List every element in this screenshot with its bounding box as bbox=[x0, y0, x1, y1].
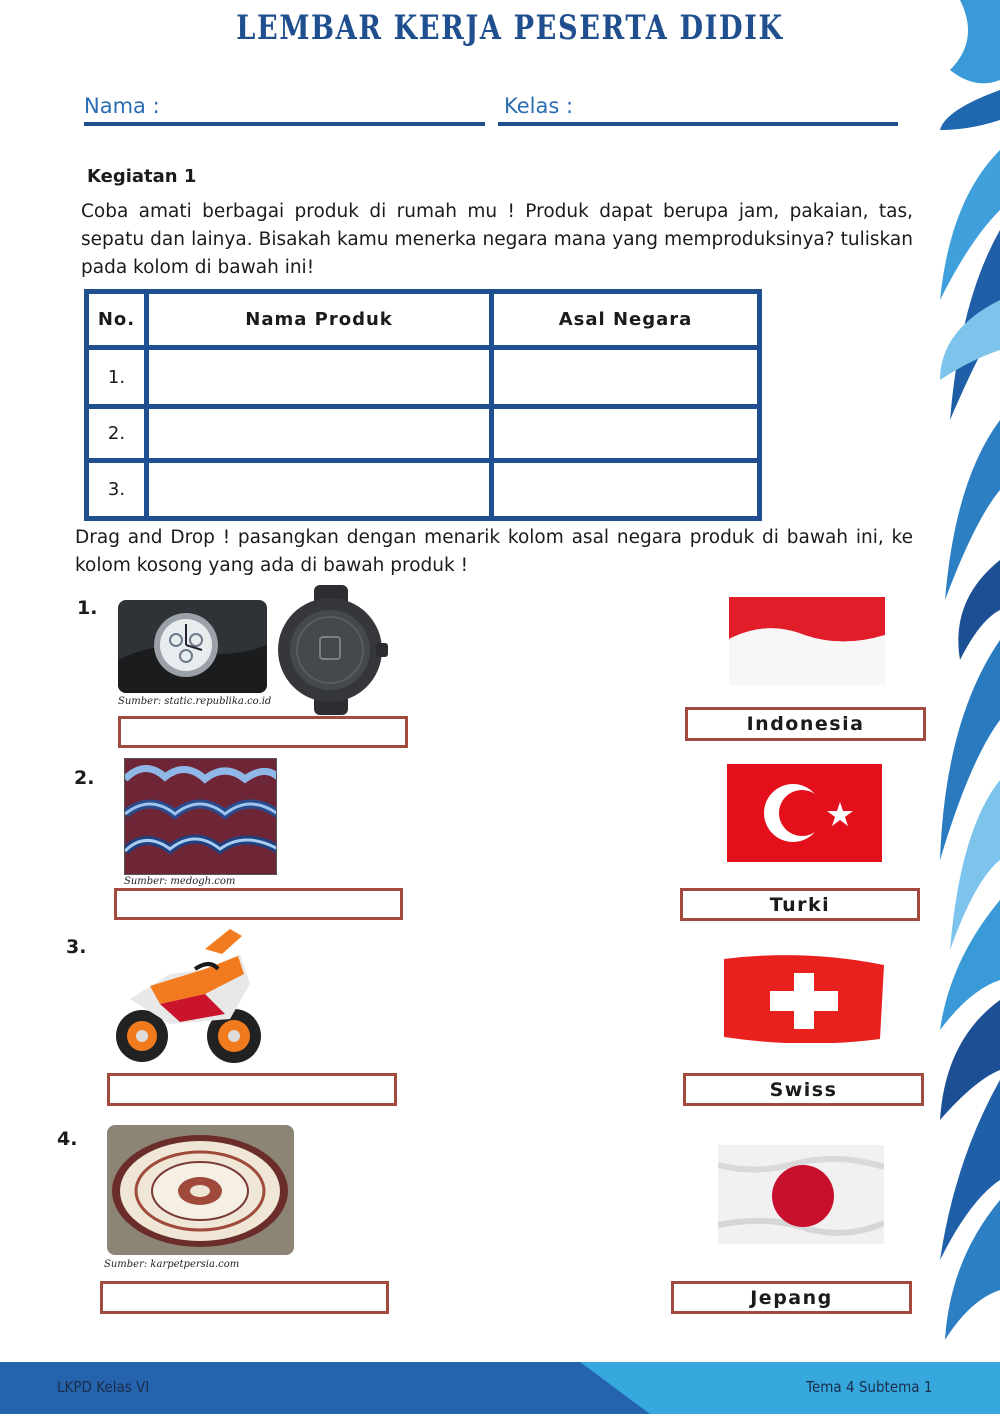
table-row bbox=[87, 407, 760, 461]
row-number: 2. bbox=[87, 407, 147, 461]
indonesia-flag bbox=[729, 597, 885, 685]
country-label-indonesia[interactable]: Indonesia bbox=[685, 707, 926, 741]
name-label: Nama : bbox=[84, 94, 160, 118]
image-source-caption: Sumber: static.republika.co.id bbox=[118, 696, 272, 707]
answer-drop-box-4[interactable] bbox=[100, 1281, 389, 1314]
country-cell[interactable] bbox=[492, 461, 760, 519]
persian-carpet-photo bbox=[107, 1125, 294, 1255]
row-number: 1. bbox=[87, 348, 147, 407]
table-row bbox=[87, 461, 760, 519]
product-number: 2. bbox=[74, 767, 95, 789]
decorative-leaf-border bbox=[940, 0, 1000, 1362]
class-label: Kelas : bbox=[504, 94, 574, 118]
wristwatch-photo bbox=[118, 600, 267, 693]
japan-flag bbox=[718, 1145, 884, 1244]
motorcycle-photo bbox=[110, 924, 266, 1074]
page-title: LEMBAR KERJA PESERTA DIDIK bbox=[236, 8, 784, 48]
image-source-caption: Sumber: karpetpersia.com bbox=[104, 1259, 240, 1270]
product-number: 3. bbox=[66, 936, 87, 958]
country-label-swiss[interactable]: Swiss bbox=[683, 1073, 924, 1106]
batik-fabric-photo bbox=[124, 758, 277, 875]
answer-drop-box-2[interactable] bbox=[114, 888, 403, 920]
image-source-caption: Sumber: medogh.com bbox=[124, 876, 236, 887]
country-label-turki[interactable]: Turki bbox=[680, 888, 920, 921]
country-label-jepang[interactable]: Jepang bbox=[671, 1281, 912, 1314]
table-header-product: Nama Produk bbox=[147, 292, 492, 348]
product-name-cell[interactable] bbox=[147, 348, 492, 407]
country-cell[interactable] bbox=[492, 348, 760, 407]
answer-drop-box-1[interactable] bbox=[118, 716, 408, 748]
name-field-line[interactable] bbox=[84, 122, 485, 126]
class-field-line[interactable] bbox=[498, 122, 898, 126]
product-number: 4. bbox=[57, 1128, 78, 1150]
table-header-no: No. bbox=[87, 292, 147, 348]
table-row bbox=[87, 348, 760, 407]
footer-right-text: Tema 4 Subtema 1 bbox=[806, 1378, 933, 1396]
row-number: 3. bbox=[87, 461, 147, 519]
product-name-cell[interactable] bbox=[147, 461, 492, 519]
activity-instruction: Coba amati berbagai produk di rumah mu ! Produk dapat berupa jam, pakaian, tas, sepatu dan lainya. Bisakah kamu menerka negara mana yang memproduksinya? tuliskan pada kolom di bawah ini! bbox=[81, 201, 913, 278]
product-name-cell[interactable] bbox=[147, 407, 492, 461]
product-number: 1. bbox=[77, 597, 98, 619]
footer-left-text: LKPD Kelas VI bbox=[57, 1378, 150, 1396]
product-table bbox=[84, 289, 762, 521]
watch-back-photo bbox=[270, 585, 394, 715]
dragdrop-instruction: Drag and Drop ! pasangkan dengan menarik kolom asal negara produk di bawah ini, ke kolom kosong yang ada di bawah produk ! bbox=[75, 527, 913, 576]
country-cell[interactable] bbox=[492, 407, 760, 461]
table-header-country: Asal Negara bbox=[492, 292, 760, 348]
answer-drop-box-3[interactable] bbox=[107, 1073, 397, 1106]
activity-heading: Kegiatan 1 bbox=[87, 166, 197, 187]
turkey-flag bbox=[727, 764, 882, 862]
switzerland-flag bbox=[724, 955, 884, 1043]
